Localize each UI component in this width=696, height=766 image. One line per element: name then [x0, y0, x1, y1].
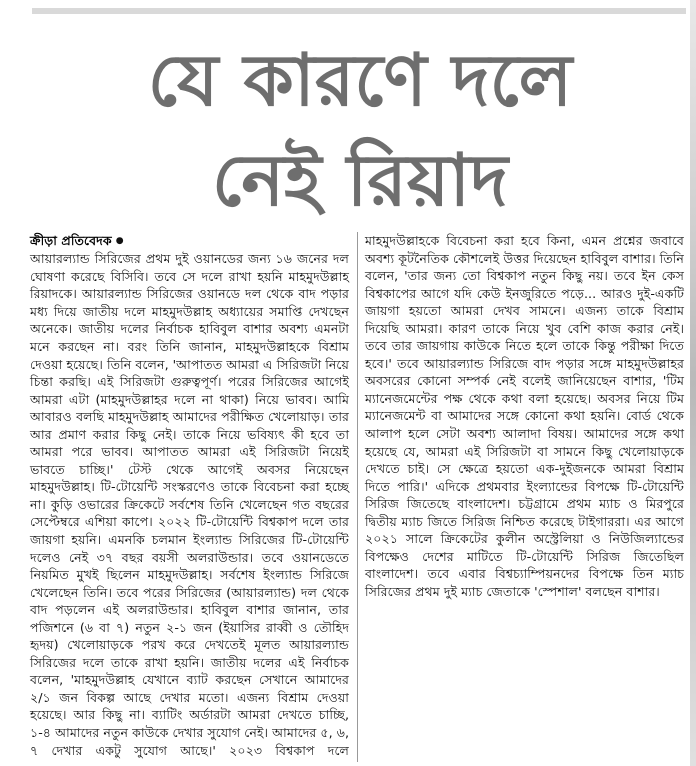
- article-body: [30, 232, 684, 762]
- top-rule: [32, 8, 686, 14]
- byline: ক্রীড়া প্রতিবেদক: [30, 233, 112, 248]
- article-paragraph: আয়ারল্যান্ড সিরিজের প্রথম দুই ওয়ানডের জন্য ১৬ জনের দল ঘোষণা করেছে বিসিবি। তবে সে দলে রাখা হয়নি মাহমুদউল্লাহ রিয়াদকে। আয়ারল্যান্ড সিরিজের ওয়ানডে দল থেকে বাদ পড়ার মধ্য দিয়ে জাতীয় দলে মাহমুদউল্লাহ অধ্যায়ের সমাপ্তি দেখছেন অনেকে। জাতীয় দলের নির্বাচক হাবিবুল বাশার অবশ্য এমনটা মনে করছেন না। বরং তিনি জানান, মাহমুদউল্লাহকে বিশ্রাম দেওয়া হয়েছে। তিনি বলেন, 'আপাতত আমরা এ সিরিজটা নিয়ে চিন্তা করছি। এই সিরিজটা গুরুত্বপূর্ণ। পরের সিরিজের আগেই আমরা এটা (মাহমুদউল্লাহর দলে না থাকা) নিয়ে ভাবব। আমি আবারও বলছি মাহমুদউল্লাহ আমাদের পরীক্ষিত খেলোয়াড়। তার আর প্রমাণ করার কিছু নেই। তাকে নিয়ে ভবিষ্যৎ কী হবে তা আমরা পরে ভাবব। আপাতত আমরা এই সিরিজটা নিয়েই ভাবতে চাচ্ছি।' টেস্ট থেকে আগেই অবসর নিয়েছেন মাহমুদউল্লাহ। টি-টোয়েন্টি সংস্করণেও তাকে বিবেচনা করা হচ্ছে না। কুড়ি ওভারের ক্রিকেটে সর্বশেষ তিনি খেলেছেন গত বছরের সেপ্টেম্বরে এশিয়া কাপে। ২০২২ টি-টোয়েন্টি বিশ্বকাপ দলে তার জায়গা হয়নি। এমনকি চলমান ইংল্যান্ড সিরিজের টি-টোয়েন্টি দলেও নেই ৩৭ বছর বয়সী অলরাউন্ডার। তবে ওয়ানডেতে নিয়মিত মুখই ছিলেন মাহমুদউল্লাহ। সর্বশেষ ইংল্যান্ড সিরিজে খেলেছেন তিনি। তবে পরের সিরিজের (আয়ারল্যান্ড) দল থেকে বাদ পড়লেন এই অলরাউন্ডার। হাবিবুল বাশার জানান, তার পজিশনে (৬ বা ৭) নতুন ২-১ জন (ইয়াসির রাব্বী ও তৌহিদ হৃদয়) খেলোয়াড়কে পরখ করে দেখতেই মূলত আয়ারল্যান্ড সিরিজের দলে তাকে রাখা হয়নি। জাতীয় দলের এই নির্বাচক বলেন, 'মাহমুদউল্লাহ যেখানে ব্যাট করছেন সেখানে আমাদের ২/১ জন বিকল্প আছে দেখার মতো। এজন্য বিশ্রাম দেওয়া হয়েছে। আর কিছু না। ব্যাটিং অর্ডারটা আমরা দেখতে চাচ্ছি, ১-৪ আমাদের নতুন কাউকে দেখার সুযোগ নেই। আমাদের ৫, ৬, ৭ দেখার একটু সুযোগ আছে।' ২০২৩ বিশ্বকাপ দলে মাহমুদউল্লাহকে বিবেচনা করা হবে কিনা, এমন প্রশ্নের জবাবে অবশ্য কূটনৈতিক কৌশলেই উত্তর দিয়েছেন হাবিবুল বাশার। তিনি বলেন, 'তার জন্য তো বিশ্বকাপ নতুন কিছু নয়। তবে ইন কেস বিশ্বকাপের আগে যদি কেউ ইনজুরিতে পড়ে... আরও দুই-একটি জায়গা হয়তো আমরা দেখব সামনে। এজন্য তাকে বিশ্রাম দিয়েছি আমরা। কারণ তাকে নিয়ে খুব বেশি কাজ করার নেই। তবে তার জায়গায় কাউকে নিতে হলে তাকে কিন্তু পরীক্ষা দিতে হবে।' তবে আয়ারল্যান্ড সিরিজে বাদ পড়ার সঙ্গে মাহমুদউল্লাহর অবসরের কোনো সম্পর্ক নেই বলেই জানিয়েছেন বাশার, 'টিম ম্যানেজমেন্টের পক্ষ থেকে কথা বলা হয়েছে। অবসর নিয়ে টিম ম্যানেজমেন্ট বা আমাদের সঙ্গে কোনো কথা হয়নি। বোর্ড থেকে আলাপ হলে সেটা অবশ্য আলাদা বিষয়। আমাদের সঙ্গে কথা হয়েছে যে, আমরা এই সিরিজটা বা সামনে কিছু খেলোয়াড়কে দেখতে চাই। সে ক্ষেত্রে হয়তো এক-দুইজনকে আমরা বিশ্রাম দিতে পারি।' এদিকে প্রথমবার ইংল্যান্ডের বিপক্ষে টি-টোয়েন্টি সিরিজ জিতেছে বাংলাদেশ। চট্টগ্রামে প্রথম ম্যাচ ও মিরপুরে দ্বিতীয় ম্যাচ জিতে সিরিজ নিশ্চিত করেছে টাইগাররা। এর আগে ২০২১ সালে ক্রিকেটের কুলীন অস্ট্রেলিয়া ও নিউজিল্যান্ডের বিপক্ষেও দেশের মাটিতে টি-টোয়েন্টি সিরিজ জিতেছিল বাংলাদেশ। তবে এবার বিশ্বচ্যাম্পিয়নদের বিপক্ষে তিন ম্যাচ সিরিজের প্রথম দুই ম্যাচ জেতাকে 'স্পেশাল' বলছেন বাশার।: [30, 233, 685, 758]
- headline-line-1: যে কারণে দলে: [147, 38, 573, 122]
- article-text: [30, 232, 684, 762]
- byline-bullet: ●: [115, 235, 124, 246]
- headline-line-2: নেই রিয়াদ: [211, 138, 509, 222]
- headline: [40, 30, 680, 230]
- adjacent-page-edge: [690, 0, 696, 766]
